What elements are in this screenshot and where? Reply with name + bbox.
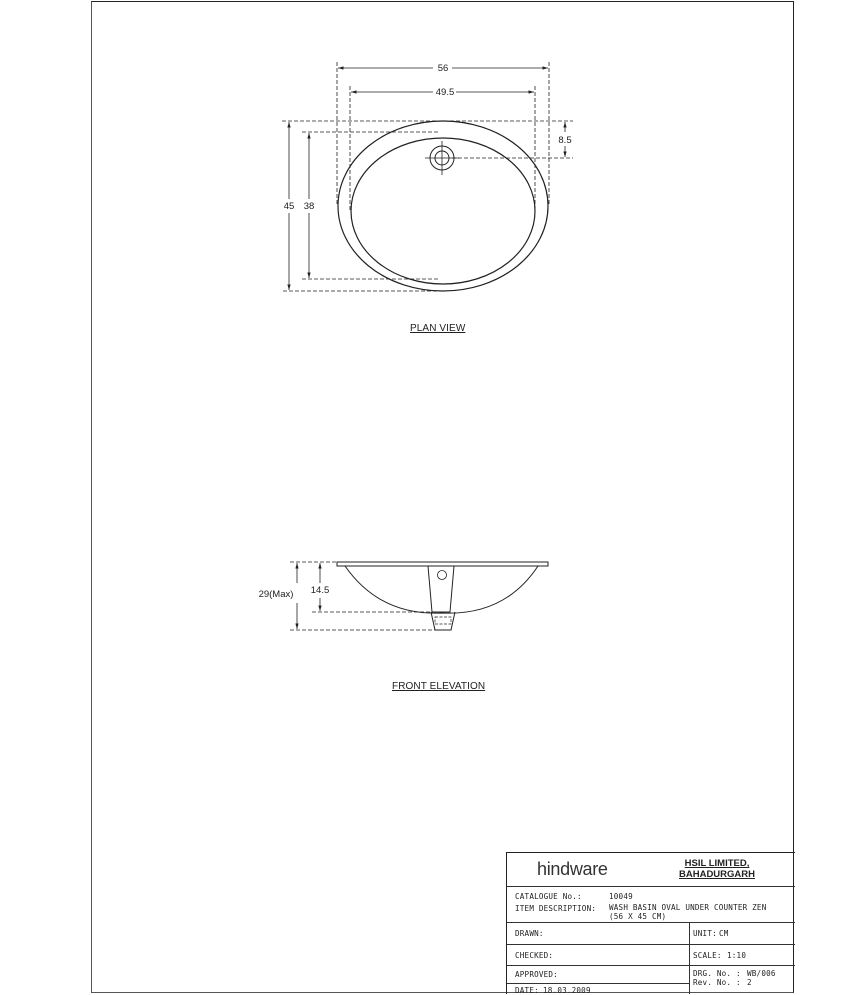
dim-overall-depth: 45 <box>283 201 295 212</box>
item-description-line-1: WASH BASIN OVAL UNDER COUNTER ZEN <box>609 903 767 912</box>
basin-bowl-outline <box>351 138 535 284</box>
title-block-header <box>507 853 795 887</box>
plan-view-caption: PLAN VIEW <box>410 323 466 334</box>
dim-bowl-width: 49.5 <box>435 87 455 98</box>
checked-label: CHECKED: <box>515 951 554 960</box>
company-line-1: HSIL LIMITED, <box>684 858 750 869</box>
scale-label: SCALE: <box>693 951 722 960</box>
drg-no-value: WB/006 <box>747 969 776 978</box>
unit-label: UNIT: <box>693 929 717 938</box>
date-value: 18.03.2009 <box>543 986 591 995</box>
checked-cell <box>507 945 689 966</box>
dim-tap-hole-offset: 8.5 <box>558 135 572 146</box>
dim-overall-width: 56 <box>437 63 449 74</box>
catalogue-section <box>507 887 795 923</box>
scale-value: 1:10 <box>727 951 747 960</box>
dim-total-height: 29(Max) <box>258 589 294 600</box>
approved-cell <box>507 966 689 984</box>
hindware-logo: hindware <box>537 859 608 879</box>
catalogue-label: CATALOGUE No.: <box>515 892 582 901</box>
drg-no-label: DRG. No. : <box>693 969 741 978</box>
tap-hole-symbol <box>425 141 459 175</box>
plan-view <box>282 62 573 291</box>
rev-no-value: 2 <box>747 978 752 987</box>
approved-label: APPROVED: <box>515 970 558 979</box>
front-elevation <box>290 562 548 630</box>
date-label: DATE: <box>515 986 539 995</box>
drawn-cell <box>507 923 689 945</box>
company-line-2: BAHADURGARH <box>679 869 755 880</box>
drawn-label: DRAWN: <box>515 929 544 938</box>
scale-cell <box>689 945 795 966</box>
company-name <box>667 858 767 880</box>
dim-bowl-height: 14.5 <box>310 585 330 596</box>
drawing-number-cell <box>689 966 795 995</box>
title-block <box>506 852 795 994</box>
front-elevation-caption: FRONT ELEVATION <box>392 681 486 692</box>
unit-value: CM <box>719 929 729 938</box>
unit-cell <box>689 923 795 945</box>
catalogue-value: 10049 <box>609 892 633 901</box>
dim-bowl-depth: 38 <box>303 201 315 212</box>
rev-no-label: Rev. No. : <box>693 978 741 987</box>
date-cell <box>507 984 689 995</box>
item-description-label: ITEM DESCRIPTION: <box>515 904 597 913</box>
item-description-line-2: (56 X 45 CM) <box>609 912 667 921</box>
